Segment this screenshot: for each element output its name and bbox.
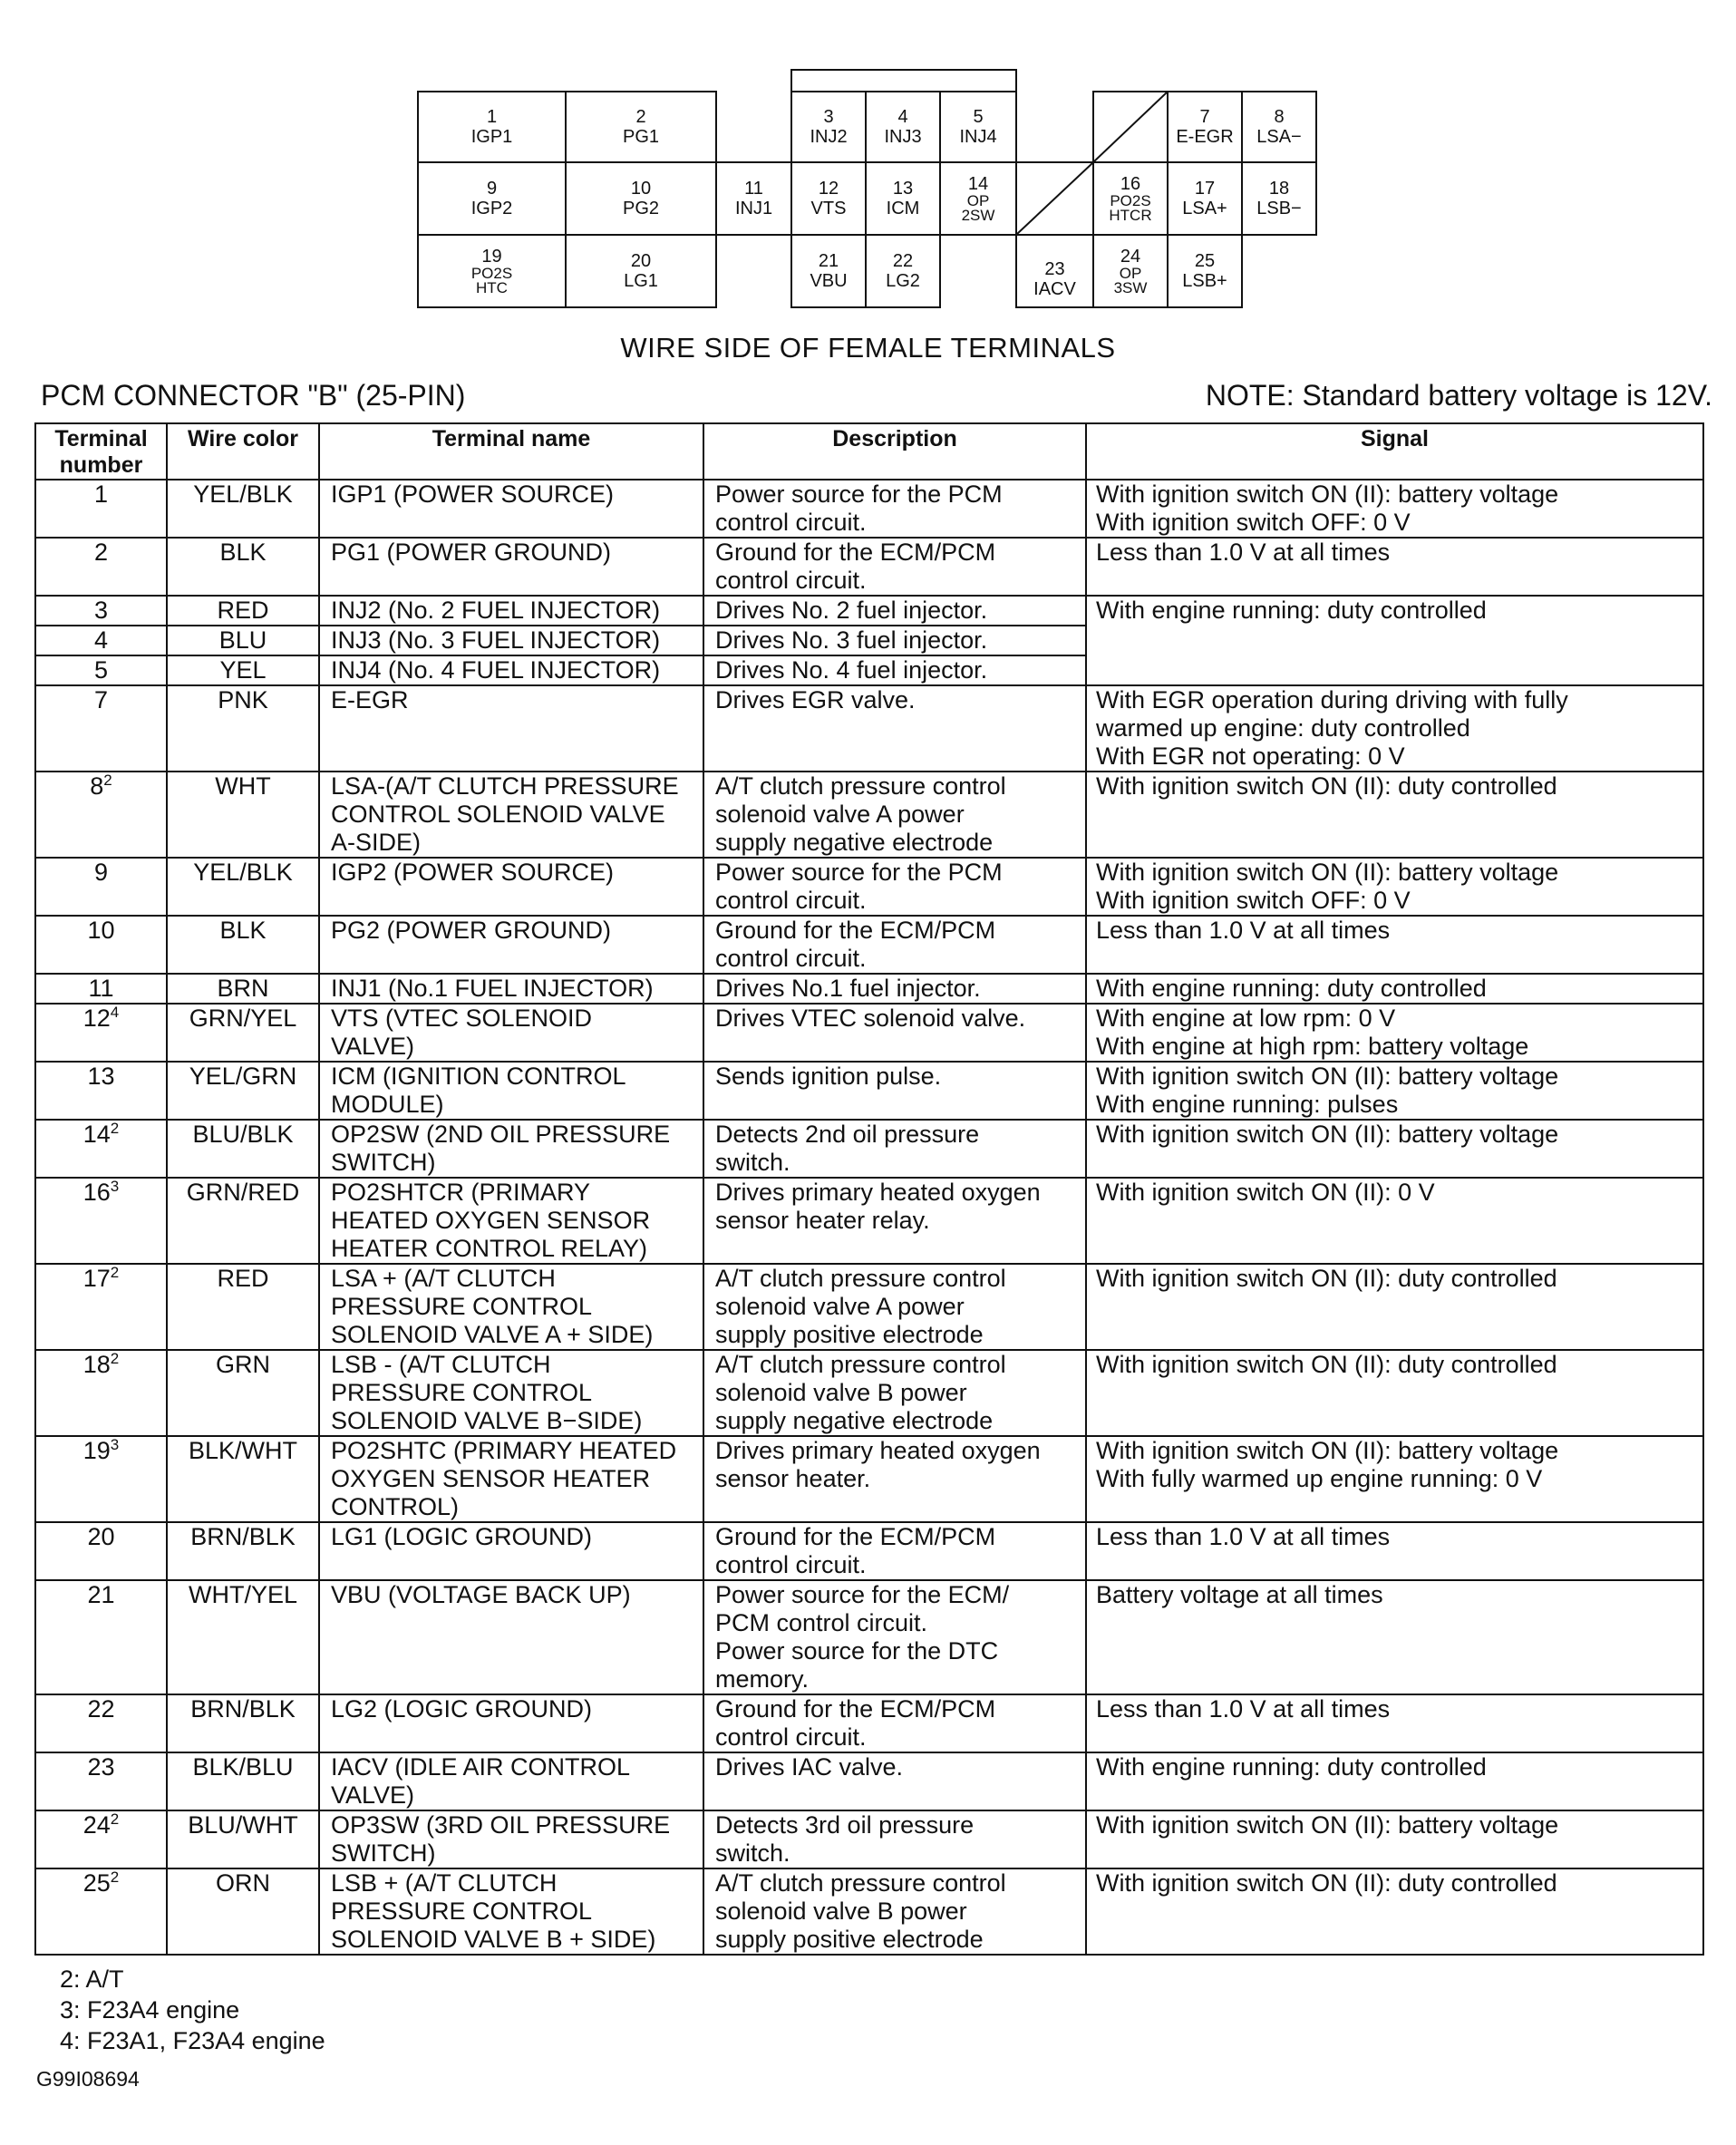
pin-number: 17 bbox=[1194, 179, 1216, 199]
cell-terminal-number bbox=[35, 655, 167, 685]
pin-number: 9 bbox=[486, 179, 498, 199]
pin-9 bbox=[417, 161, 567, 236]
pin-label: PG1 bbox=[622, 127, 660, 147]
pin-label: INJ1 bbox=[734, 199, 773, 218]
cell-signal: With engine running: duty controlled bbox=[1086, 974, 1703, 1004]
pin-1 bbox=[417, 91, 567, 163]
pin-label: OP 3SW bbox=[1113, 264, 1148, 296]
cell-terminal-name: INJ3 (No. 3 FUEL INJECTOR) bbox=[319, 626, 703, 655]
cell-wire-color: WHT/YEL bbox=[167, 1580, 319, 1694]
cell-terminal-number bbox=[35, 858, 167, 916]
cell-terminal-number bbox=[35, 1120, 167, 1178]
terminal-number: 9 bbox=[93, 859, 109, 886]
cell-description: Ground for the ECM/PCM control circuit. bbox=[703, 1522, 1086, 1580]
cell-signal: With ignition switch ON (II): battery voltage With ignition switch OFF: 0 V bbox=[1086, 480, 1703, 538]
cell-terminal-number bbox=[35, 772, 167, 858]
cell-terminal-name: IGP2 (POWER SOURCE) bbox=[319, 858, 703, 916]
terminal-number: 13 bbox=[87, 1063, 115, 1090]
cell-terminal-number bbox=[35, 1810, 167, 1868]
pin-label: OP 2SW bbox=[961, 191, 995, 224]
cell-terminal-number bbox=[35, 1062, 167, 1120]
pin-label: IGP2 bbox=[470, 199, 513, 218]
pin-number: 18 bbox=[1268, 179, 1290, 199]
cell-terminal-name: LSA + (A/T CLUTCH PRESSURE CONTROL SOLENOID VALVE A + SIDE) bbox=[319, 1264, 703, 1350]
cell-terminal-name: LSA-(A/T CLUTCH PRESSURE CONTROL SOLENOID VALVE A-SIDE) bbox=[319, 772, 703, 858]
cell-terminal-name: INJ1 (No.1 FUEL INJECTOR) bbox=[319, 974, 703, 1004]
cell-terminal-number bbox=[35, 596, 167, 626]
terminal-number: 2 bbox=[93, 539, 109, 566]
cell-wire-color: WHT bbox=[167, 772, 319, 858]
cell-terminal-name: INJ4 (No. 4 FUEL INJECTOR) bbox=[319, 655, 703, 685]
table-row bbox=[35, 1522, 1703, 1580]
cell-signal: With engine at low rpm: 0 V With engine at high rpm: battery voltage bbox=[1086, 1004, 1703, 1062]
empty-cavity-15 bbox=[1015, 161, 1094, 236]
cell-signal: With ignition switch ON (II): duty controlled bbox=[1086, 772, 1703, 858]
cell-description: A/T clutch pressure control solenoid valve A power supply positive electrode bbox=[703, 1264, 1086, 1350]
terminal-number: 11 bbox=[88, 975, 114, 1002]
terminal-table bbox=[34, 422, 1704, 1956]
cell-signal: With ignition switch ON (II): battery voltage With fully warmed up engine running: 0 V bbox=[1086, 1436, 1703, 1522]
table-row bbox=[35, 480, 1703, 538]
cell-description: Drives No. 2 fuel injector. bbox=[703, 596, 1086, 626]
pin-24 bbox=[1092, 234, 1169, 308]
pin-number: 7 bbox=[1199, 107, 1210, 127]
cell-terminal-number bbox=[35, 1178, 167, 1264]
cell-wire-color: GRN bbox=[167, 1350, 319, 1436]
cell-terminal-number bbox=[35, 1004, 167, 1062]
pin-10 bbox=[565, 161, 717, 236]
pin-label: INJ2 bbox=[810, 127, 848, 147]
cell-terminal-number bbox=[35, 974, 167, 1004]
cell-signal: With ignition switch ON (II): battery voltage bbox=[1086, 1120, 1703, 1178]
cell-wire-color: BLU/BLK bbox=[167, 1120, 319, 1178]
terminal-number: 14 bbox=[82, 1121, 111, 1148]
footnote-marker: 3 bbox=[110, 1178, 120, 1195]
pin-label: PO2S HTCR bbox=[1109, 191, 1152, 224]
pin-number: 3 bbox=[823, 107, 834, 127]
pin-number: 25 bbox=[1194, 251, 1216, 271]
pin-number: 22 bbox=[892, 251, 914, 271]
pin-label: INJ3 bbox=[884, 127, 922, 147]
pin-19 bbox=[417, 234, 567, 308]
cell-signal: With EGR operation during driving with fully warmed up engine: duty controlled With EGR not operating: 0 V bbox=[1086, 685, 1703, 772]
table-row bbox=[35, 1868, 1703, 1955]
cell-description: Power source for the PCM control circuit. bbox=[703, 480, 1086, 538]
cell-terminal-name: VTS (VTEC SOLENOID VALVE) bbox=[319, 1004, 703, 1062]
cell-terminal-number bbox=[35, 480, 167, 538]
table-row bbox=[35, 596, 1703, 626]
pin-number: 13 bbox=[892, 179, 914, 199]
cell-terminal-number bbox=[35, 1580, 167, 1694]
table-row bbox=[35, 974, 1703, 1004]
pin-25 bbox=[1167, 234, 1243, 308]
cell-terminal-name: LG1 (LOGIC GROUND) bbox=[319, 1522, 703, 1580]
cell-terminal-number bbox=[35, 916, 167, 974]
cell-terminal-number bbox=[35, 538, 167, 596]
pin-14 bbox=[939, 161, 1017, 236]
battery-voltage-note: NOTE: Standard battery voltage is 12V. bbox=[1205, 379, 1712, 412]
cavity-slash-icon bbox=[1017, 163, 1092, 234]
table-row bbox=[35, 1004, 1703, 1062]
table-row bbox=[35, 1810, 1703, 1868]
pin-label: VTS bbox=[810, 199, 847, 218]
cell-terminal-name: IACV (IDLE AIR CONTROL VALVE) bbox=[319, 1752, 703, 1810]
table-row bbox=[35, 1062, 1703, 1120]
pin-label: LSB+ bbox=[1182, 271, 1227, 291]
terminal-number: 16 bbox=[82, 1179, 111, 1206]
cell-signal: Battery voltage at all times bbox=[1086, 1580, 1703, 1694]
cell-terminal-name: INJ2 (No. 2 FUEL INJECTOR) bbox=[319, 596, 703, 626]
table-body bbox=[35, 480, 1703, 1955]
cell-description: Detects 3rd oil pressure switch. bbox=[703, 1810, 1086, 1868]
pin-label: LSA+ bbox=[1182, 199, 1227, 218]
cell-description: Drives primary heated oxygen sensor heater. bbox=[703, 1436, 1086, 1522]
pin-label: LG1 bbox=[624, 271, 658, 291]
pin-16 bbox=[1092, 161, 1169, 236]
footnote: 3: F23A4 engine bbox=[60, 1996, 240, 2024]
cell-signal: With ignition switch ON (II): battery voltage With engine running: pulses bbox=[1086, 1062, 1703, 1120]
cell-terminal-name: LG2 (LOGIC GROUND) bbox=[319, 1694, 703, 1752]
pin-12 bbox=[790, 161, 867, 236]
cell-terminal-number bbox=[35, 1868, 167, 1955]
table-row bbox=[35, 1120, 1703, 1178]
cell-wire-color: RED bbox=[167, 596, 319, 626]
table-row bbox=[35, 1264, 1703, 1350]
cell-wire-color: BLU bbox=[167, 626, 319, 655]
pin-number: 12 bbox=[818, 179, 839, 199]
header-wire-color: Wire color bbox=[167, 423, 319, 480]
cell-description: A/T clutch pressure control solenoid valve B power supply negative electrode bbox=[703, 1350, 1086, 1436]
terminal-number: 8 bbox=[90, 772, 104, 800]
cell-wire-color: BLU/WHT bbox=[167, 1810, 319, 1868]
terminal-number: 19 bbox=[82, 1437, 111, 1464]
cell-terminal-number bbox=[35, 1522, 167, 1580]
terminal-number: 7 bbox=[93, 686, 109, 713]
terminal-number: 20 bbox=[87, 1523, 115, 1550]
terminal-number: 22 bbox=[87, 1695, 115, 1723]
cell-terminal-name: LSB + (A/T CLUTCH PRESSURE CONTROL SOLENOID VALVE B + SIDE) bbox=[319, 1868, 703, 1955]
pin-number: 1 bbox=[486, 107, 498, 127]
cell-terminal-number bbox=[35, 1350, 167, 1436]
table-row bbox=[35, 1580, 1703, 1694]
pin-label: IACV bbox=[1033, 279, 1076, 299]
cell-signal: Less than 1.0 V at all times bbox=[1086, 1522, 1703, 1580]
cell-terminal-number bbox=[35, 1694, 167, 1752]
cell-signal: Less than 1.0 V at all times bbox=[1086, 1694, 1703, 1752]
cell-terminal-number bbox=[35, 685, 167, 772]
cell-wire-color: YEL/BLK bbox=[167, 480, 319, 538]
connector-title: PCM CONNECTOR "B" (25-PIN) bbox=[41, 379, 466, 412]
cell-terminal-name: PO2SHTC (PRIMARY HEATED OXYGEN SENSOR HEATER CONTROL) bbox=[319, 1436, 703, 1522]
empty-cavity-6 bbox=[1092, 91, 1169, 163]
cell-terminal-number bbox=[35, 626, 167, 655]
header-terminal-name: Terminal name bbox=[319, 423, 703, 480]
cell-wire-color: YEL/GRN bbox=[167, 1062, 319, 1120]
cell-description: Drives No. 3 fuel injector. bbox=[703, 626, 1086, 655]
cell-description: Sends ignition pulse. bbox=[703, 1062, 1086, 1120]
pin-number: 5 bbox=[973, 107, 984, 127]
terminal-number: 4 bbox=[93, 626, 109, 654]
cell-wire-color: BLK/WHT bbox=[167, 1436, 319, 1522]
pin-8 bbox=[1241, 91, 1317, 163]
cell-wire-color: BRN bbox=[167, 974, 319, 1004]
cell-description: Drives VTEC solenoid valve. bbox=[703, 1004, 1086, 1062]
table-row bbox=[35, 772, 1703, 858]
footnote-marker: 2 bbox=[110, 1868, 120, 1886]
cell-terminal-name: ICM (IGNITION CONTROL MODULE) bbox=[319, 1062, 703, 1120]
terminal-number: 1 bbox=[93, 480, 109, 508]
cell-terminal-name: PG2 (POWER GROUND) bbox=[319, 916, 703, 974]
table-row bbox=[35, 685, 1703, 772]
pin-number: 8 bbox=[1274, 107, 1285, 127]
footnote-marker: 2 bbox=[110, 1350, 120, 1367]
pin-number: 10 bbox=[630, 179, 652, 199]
pin-number: 24 bbox=[1120, 246, 1141, 267]
pin-number: 21 bbox=[818, 251, 839, 271]
table-row bbox=[35, 538, 1703, 596]
cell-signal: With engine running: duty controlled bbox=[1086, 596, 1703, 685]
figure-id: G99I08694 bbox=[36, 2067, 140, 2091]
cell-terminal-name: LSB - (A/T CLUTCH PRESSURE CONTROL SOLENOID VALVE B−SIDE) bbox=[319, 1350, 703, 1436]
table-row bbox=[35, 858, 1703, 916]
connector-diagram bbox=[0, 0, 1736, 326]
pin-4 bbox=[865, 91, 941, 163]
table-row bbox=[35, 1178, 1703, 1264]
cell-description: Power source for the PCM control circuit. bbox=[703, 858, 1086, 916]
cell-wire-color: YEL/BLK bbox=[167, 858, 319, 916]
cell-description: Power source for the ECM/ PCM control circuit. Power source for the DTC memory. bbox=[703, 1580, 1086, 1694]
cell-terminal-name: E-EGR bbox=[319, 685, 703, 772]
cell-signal: With engine running: duty controlled bbox=[1086, 1752, 1703, 1810]
terminal-number: 18 bbox=[82, 1351, 111, 1378]
cell-wire-color: GRN/RED bbox=[167, 1178, 319, 1264]
terminal-number: 12 bbox=[82, 1005, 111, 1032]
cell-signal: With ignition switch ON (II): battery voltage bbox=[1086, 1810, 1703, 1868]
pin-17 bbox=[1167, 161, 1243, 236]
cell-wire-color: BRN/BLK bbox=[167, 1522, 319, 1580]
pin-label: PG2 bbox=[622, 199, 660, 218]
pin-number: 16 bbox=[1120, 173, 1141, 194]
pin-number: 20 bbox=[630, 251, 652, 271]
cell-terminal-name: PG1 (POWER GROUND) bbox=[319, 538, 703, 596]
cell-terminal-number bbox=[35, 1752, 167, 1810]
pin-11 bbox=[715, 161, 792, 236]
cell-signal: With ignition switch ON (II): 0 V bbox=[1086, 1178, 1703, 1264]
footnotes bbox=[60, 1964, 325, 2056]
pin-label: ICM bbox=[886, 199, 920, 218]
cell-description: Drives IAC valve. bbox=[703, 1752, 1086, 1810]
cell-wire-color: RED bbox=[167, 1264, 319, 1350]
pin-18 bbox=[1241, 161, 1317, 236]
table-row bbox=[35, 1694, 1703, 1752]
table-row bbox=[35, 1350, 1703, 1436]
cell-description: Detects 2nd oil pressure switch. bbox=[703, 1120, 1086, 1178]
cell-terminal-number bbox=[35, 1436, 167, 1522]
pin-label: PO2S HTC bbox=[470, 264, 513, 296]
footnote-marker: 2 bbox=[110, 1120, 120, 1137]
pin-number: 14 bbox=[967, 173, 989, 194]
pin-number: 23 bbox=[1044, 259, 1065, 279]
pin-5 bbox=[939, 91, 1017, 163]
cell-signal: With ignition switch ON (II): duty controlled bbox=[1086, 1264, 1703, 1350]
cell-wire-color: YEL bbox=[167, 655, 319, 685]
pin-label: IGP1 bbox=[470, 127, 513, 147]
cell-description: Drives No. 4 fuel injector. bbox=[703, 655, 1086, 685]
pin-number: 2 bbox=[635, 107, 646, 127]
footnote: 4: F23A1, F23A4 engine bbox=[60, 2027, 325, 2054]
table-header-row bbox=[35, 423, 1703, 480]
table-row bbox=[35, 916, 1703, 974]
terminal-number: 5 bbox=[93, 656, 109, 684]
table-row bbox=[35, 1436, 1703, 1522]
cell-signal: With ignition switch ON (II): battery voltage With ignition switch OFF: 0 V bbox=[1086, 858, 1703, 916]
footnote-marker: 2 bbox=[103, 772, 112, 789]
cell-description: A/T clutch pressure control solenoid valve B power supply positive electrode bbox=[703, 1868, 1086, 1955]
pin-20 bbox=[565, 234, 717, 308]
cell-wire-color: BLK bbox=[167, 538, 319, 596]
pin-label: E-EGR bbox=[1176, 127, 1234, 147]
pin-label: LG2 bbox=[886, 271, 920, 291]
pin-2 bbox=[565, 91, 717, 163]
pin-21 bbox=[790, 234, 867, 308]
pin-number: 19 bbox=[481, 246, 502, 267]
cell-terminal-name: OP3SW (3RD OIL PRESSURE SWITCH) bbox=[319, 1810, 703, 1868]
cell-terminal-number bbox=[35, 1264, 167, 1350]
cell-wire-color: BLK bbox=[167, 916, 319, 974]
pin-number: 11 bbox=[744, 179, 763, 199]
table-row bbox=[35, 1752, 1703, 1810]
cell-wire-color: GRN/YEL bbox=[167, 1004, 319, 1062]
cell-description: Ground for the ECM/PCM control circuit. bbox=[703, 1694, 1086, 1752]
terminal-number: 23 bbox=[87, 1753, 115, 1781]
pin-number: 4 bbox=[897, 107, 908, 127]
footnote-marker: 4 bbox=[110, 1004, 120, 1021]
terminal-number: 10 bbox=[87, 917, 115, 944]
header-description: Description bbox=[703, 423, 1086, 480]
cell-description: Ground for the ECM/PCM control circuit. bbox=[703, 538, 1086, 596]
pin-label: LSA− bbox=[1256, 127, 1302, 147]
footnote-marker: 3 bbox=[110, 1436, 120, 1453]
cell-wire-color: PNK bbox=[167, 685, 319, 772]
cell-terminal-name: OP2SW (2ND OIL PRESSURE SWITCH) bbox=[319, 1120, 703, 1178]
terminal-number: 21 bbox=[87, 1581, 115, 1608]
footnote-marker: 2 bbox=[110, 1264, 120, 1281]
cavity-slash-icon bbox=[1094, 92, 1167, 161]
cell-wire-color: BLK/BLU bbox=[167, 1752, 319, 1810]
footnote-marker: 2 bbox=[110, 1810, 120, 1828]
cell-description: A/T clutch pressure control solenoid valve A power supply negative electrode bbox=[703, 772, 1086, 858]
pin-3 bbox=[790, 91, 867, 163]
cell-signal: Less than 1.0 V at all times bbox=[1086, 538, 1703, 596]
terminal-number: 24 bbox=[82, 1811, 111, 1839]
cell-terminal-name: PO2SHTCR (PRIMARY HEATED OXYGEN SENSOR HEATER CONTROL RELAY) bbox=[319, 1178, 703, 1264]
cell-description: Drives EGR valve. bbox=[703, 685, 1086, 772]
pin-13 bbox=[865, 161, 941, 236]
terminal-number: 3 bbox=[93, 597, 109, 624]
terminal-number: 17 bbox=[82, 1265, 111, 1292]
cell-terminal-name: VBU (VOLTAGE BACK UP) bbox=[319, 1580, 703, 1694]
pin-7 bbox=[1167, 91, 1243, 163]
pin-23 bbox=[1015, 234, 1094, 308]
cell-wire-color: BRN/BLK bbox=[167, 1694, 319, 1752]
terminal-number: 25 bbox=[82, 1869, 111, 1897]
cell-signal: With ignition switch ON (II): duty controlled bbox=[1086, 1350, 1703, 1436]
cell-description: Drives No.1 fuel injector. bbox=[703, 974, 1086, 1004]
cell-wire-color: ORN bbox=[167, 1868, 319, 1955]
wire-side-caption: WIRE SIDE OF FEMALE TERMINALS bbox=[620, 332, 1116, 364]
header-terminal-number: Terminal number bbox=[35, 423, 167, 480]
footnote: 2: A/T bbox=[60, 1965, 124, 1993]
cell-description: Ground for the ECM/PCM control circuit. bbox=[703, 916, 1086, 974]
header-signal: Signal bbox=[1086, 423, 1703, 480]
cell-signal: With ignition switch ON (II): duty controlled bbox=[1086, 1868, 1703, 1955]
pin-22 bbox=[865, 234, 941, 308]
cell-description: Drives primary heated oxygen sensor heater relay. bbox=[703, 1178, 1086, 1264]
cell-signal: Less than 1.0 V at all times bbox=[1086, 916, 1703, 974]
cell-terminal-name: IGP1 (POWER SOURCE) bbox=[319, 480, 703, 538]
pin-label: VBU bbox=[810, 271, 848, 291]
pin-label: LSB− bbox=[1256, 199, 1302, 218]
pin-label: INJ4 bbox=[959, 127, 997, 147]
